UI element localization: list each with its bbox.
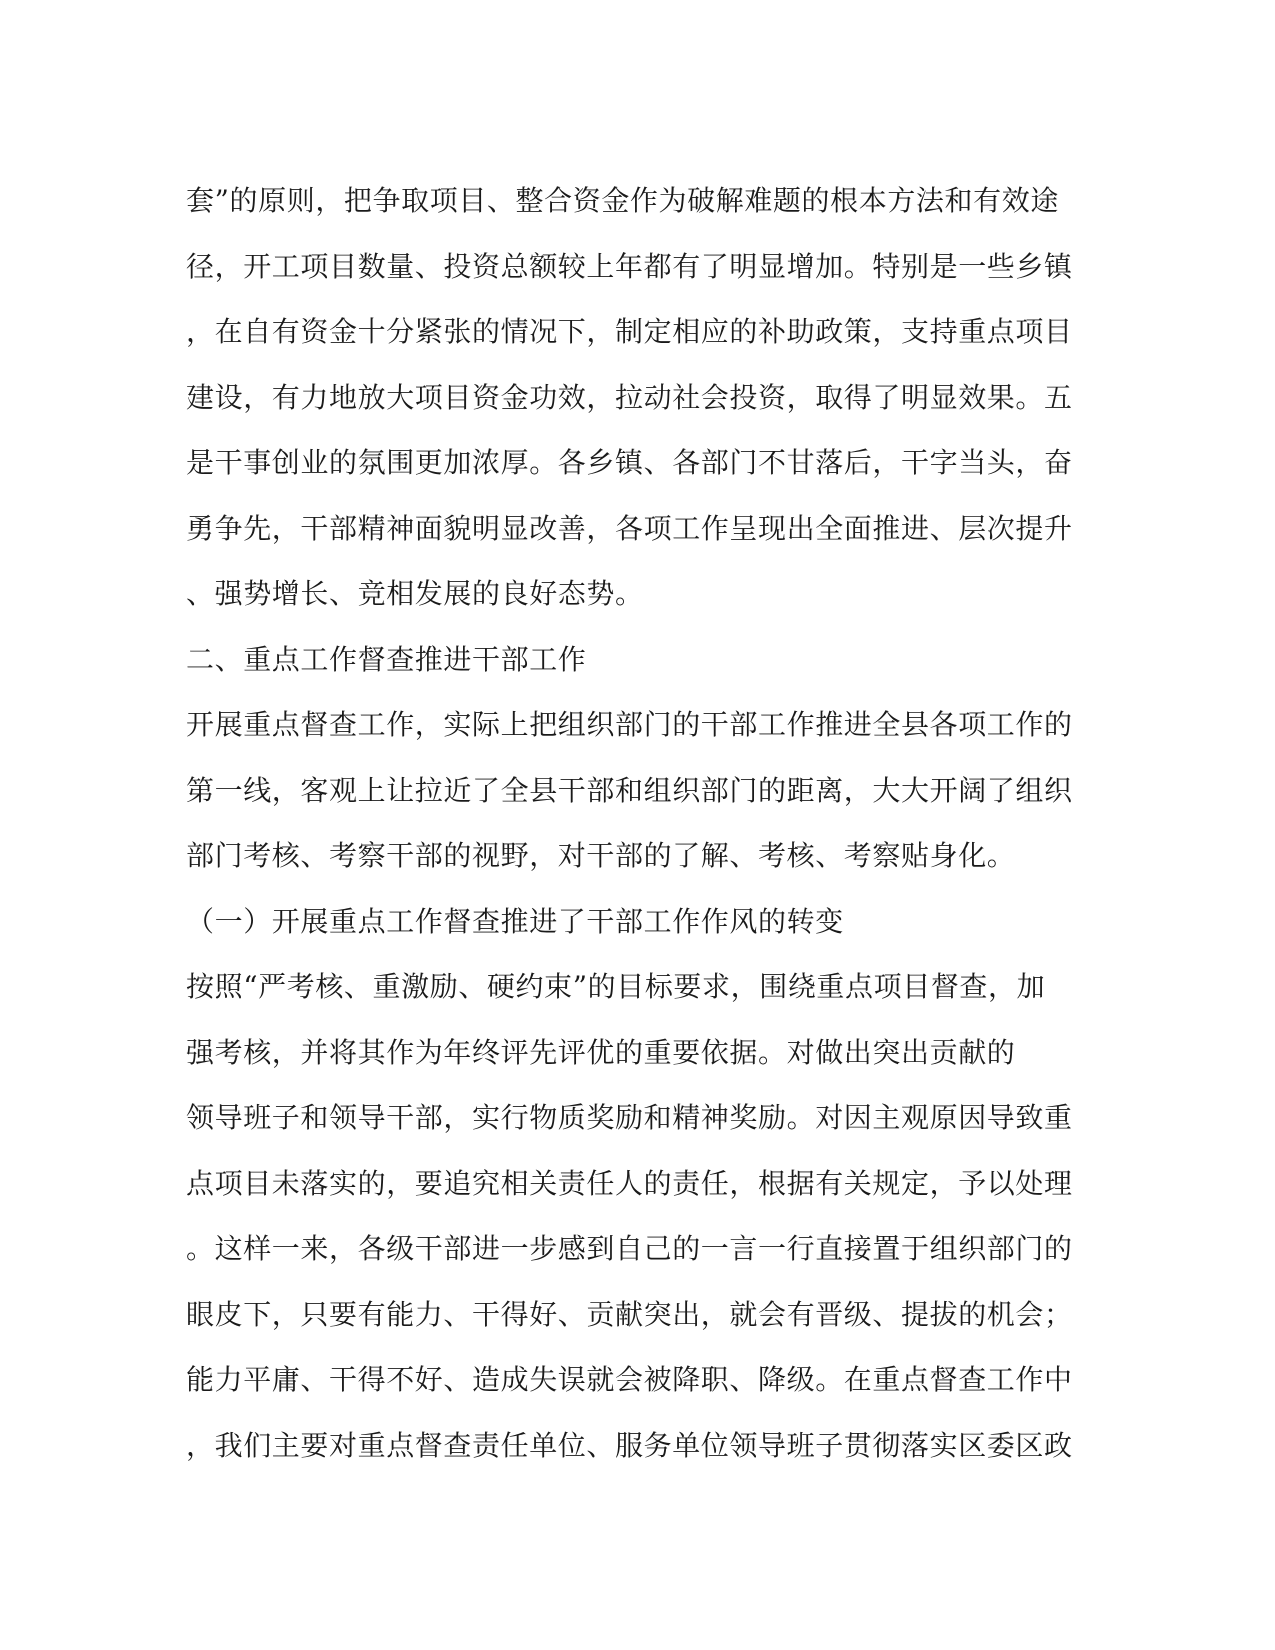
text-line: 、强势增长、竞相发展的良好态势。	[186, 577, 644, 610]
text-line: 。这样一来，各级干部进一步感到自己的一言一行直接置于组织部门的	[186, 1232, 1073, 1265]
text-line: 是干事创业的氛围更加浓厚。各乡镇、各部门不甘落后，干字当头，奋	[186, 446, 1073, 479]
subsection-heading: （一）开展重点工作督查推进了干部工作作风的转变	[186, 904, 844, 938]
text-line: 点项目未落实的，要追究相关责任人的责任，根据有关规定，予以处理	[186, 1166, 1073, 1200]
text-line: 按照“严考核、重激励、硬约束”的目标要求，围绕重点项目督查，加	[186, 970, 1046, 1003]
text-line: 开展重点督查工作，实际上把组织部门的干部工作推进全县各项工作的	[186, 708, 1073, 741]
text-line: 勇争先，干部精神面貌明显改善，各项工作呈现出全面推进、层次提升	[186, 511, 1073, 545]
text-line: 能力平庸、干得不好、造成失误就会被降职、降级。在重点督查工作中	[186, 1363, 1073, 1396]
text-line: 部门考核、考察干部的视野，对干部的了解、考核、考察贴身化。	[186, 839, 1016, 872]
text-line: 建设，有力地放大项目资金功效，拉动社会投资，取得了明显效果。五	[186, 380, 1073, 414]
text-line: ，我们主要对重点督查责任单位、服务单位领导班子贯彻落实区委区政	[186, 1428, 1073, 1462]
text-line: 领导班子和领导干部，实行物质奖励和精神奖励。对因主观原因导致重	[186, 1101, 1073, 1134]
document-body	[186, 168, 1096, 1478]
text-line: ，在自有资金十分紧张的情况下，制定相应的补助政策，支持重点项目	[186, 315, 1073, 348]
text-line: 第一线，客观上让拉近了全县干部和组织部门的距离，大大开阔了组织	[186, 773, 1073, 807]
text-line: 眼皮下，只要有能力、干得好、贡献突出，就会有晋级、提拔的机会；	[186, 1297, 1073, 1331]
section-heading: 二、重点工作督查推进干部工作	[186, 642, 587, 676]
text-line: 径，开工项目数量、投资总额较上年都有了明显增加。特别是一些乡镇	[186, 249, 1073, 283]
text-line: 强考核，并将其作为年终评先评优的重要依据。对做出突出贡献的	[186, 1035, 1016, 1069]
text-line: 套”的原则，把争取项目、整合资金作为破解难题的根本方法和有效途	[186, 184, 1059, 217]
